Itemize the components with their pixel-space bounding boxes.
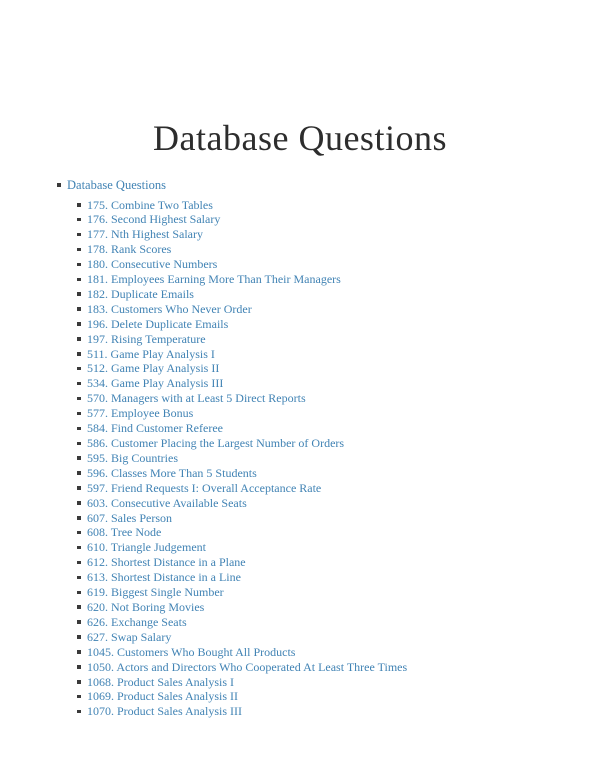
question-link[interactable]: 627. Swap Salary bbox=[87, 629, 172, 644]
bullet-square-icon bbox=[77, 427, 81, 431]
question-link[interactable]: 584. Find Customer Referee bbox=[87, 421, 223, 436]
toc-question-item bbox=[67, 272, 600, 287]
question-link[interactable]: 1045. Customers Who Bought All Products bbox=[87, 644, 296, 659]
question-link[interactable]: 178. Rank Scores bbox=[87, 242, 172, 257]
bullet-square-icon bbox=[77, 531, 81, 535]
bullet-square-icon bbox=[77, 322, 81, 326]
question-link[interactable]: 1050. Actors and Directors Who Cooperated At Least Three Times bbox=[87, 659, 408, 674]
question-link[interactable]: 619. Biggest Single Number bbox=[87, 585, 224, 600]
question-link[interactable]: 1070. Product Sales Analysis III bbox=[87, 704, 242, 719]
bullet-square-icon bbox=[77, 233, 81, 237]
toc-question-item bbox=[67, 511, 600, 526]
question-link[interactable]: 626. Exchange Seats bbox=[87, 614, 187, 629]
question-link[interactable]: 196. Delete Duplicate Emails bbox=[87, 316, 229, 331]
toc-question-item bbox=[67, 555, 600, 570]
bullet-square-icon bbox=[77, 546, 81, 550]
bullet-square-icon bbox=[77, 292, 81, 296]
question-link[interactable]: 511. Game Play Analysis I bbox=[87, 346, 215, 361]
question-link[interactable]: 586. Customer Placing the Largest Number of Orders bbox=[87, 436, 345, 450]
toc-question-item bbox=[67, 287, 600, 302]
page-title: Database Questions bbox=[153, 118, 447, 158]
toc-question-item bbox=[67, 585, 600, 600]
bullet-square-icon bbox=[77, 412, 81, 416]
question-link[interactable]: 1069. Product Sales Analysis II bbox=[87, 689, 238, 704]
toc-question-item bbox=[67, 645, 600, 660]
bullet-square-icon bbox=[77, 307, 81, 311]
toc-question-item bbox=[67, 660, 600, 675]
bullet-square-icon bbox=[77, 501, 81, 505]
bullet-square-icon bbox=[77, 442, 81, 446]
toc-question-item bbox=[67, 675, 600, 690]
toc-question-item bbox=[67, 481, 600, 496]
question-link[interactable]: 603. Consecutive Available Seats bbox=[87, 495, 247, 510]
bullet-square-icon bbox=[77, 620, 81, 624]
toc-question-item bbox=[67, 332, 600, 347]
question-link[interactable]: 180. Consecutive Numbers bbox=[87, 257, 218, 272]
toc-root-item bbox=[0, 178, 600, 719]
toc-question-item bbox=[67, 615, 600, 630]
bullet-square-icon bbox=[77, 561, 81, 565]
bullet-square-icon bbox=[77, 605, 81, 609]
question-link[interactable]: 610. Triangle Judgement bbox=[87, 540, 206, 555]
toc-question-item bbox=[67, 704, 600, 719]
toc-question-item bbox=[67, 630, 600, 645]
bullet-square-icon bbox=[77, 516, 81, 520]
bullet-square-icon bbox=[77, 218, 81, 222]
toc-question-item bbox=[67, 391, 600, 406]
bullet-square-icon bbox=[77, 456, 81, 460]
toc-question-item bbox=[67, 302, 600, 317]
question-link[interactable]: 182. Duplicate Emails bbox=[87, 286, 194, 301]
question-link[interactable]: 613. Shortest Distance in a Line bbox=[87, 570, 241, 585]
toc-question-item bbox=[67, 466, 600, 481]
toc-question-item bbox=[67, 361, 600, 376]
bullet-square-icon bbox=[77, 263, 81, 267]
question-link[interactable]: 608. Tree Node bbox=[87, 525, 162, 540]
toc-question-item bbox=[67, 451, 600, 466]
bullet-square-icon bbox=[77, 352, 81, 356]
toc-question-item bbox=[67, 198, 600, 213]
question-link[interactable]: 577. Employee Bonus bbox=[87, 406, 194, 421]
bullet-square-icon bbox=[77, 665, 81, 669]
question-link[interactable]: 607. Sales Person bbox=[87, 510, 172, 525]
toc-root-link[interactable]: Database Questions bbox=[67, 178, 166, 192]
toc-question-item bbox=[67, 540, 600, 555]
bullet-square-icon bbox=[77, 278, 81, 282]
question-link[interactable]: 176. Second Highest Salary bbox=[87, 212, 221, 227]
bullet-square-icon bbox=[77, 397, 81, 401]
toc-question-item bbox=[67, 347, 600, 362]
question-link[interactable]: 181. Employees Earning More Than Their Managers bbox=[87, 272, 341, 287]
toc-question-item bbox=[67, 212, 600, 227]
question-link[interactable]: 177. Nth Highest Salary bbox=[87, 227, 203, 242]
question-link[interactable]: 620. Not Boring Movies bbox=[87, 599, 205, 614]
question-link[interactable]: 197. Rising Temperature bbox=[87, 331, 206, 346]
toc-list bbox=[0, 178, 600, 719]
bullet-square-icon bbox=[77, 367, 81, 371]
toc-question-item bbox=[67, 242, 600, 257]
bullet-square-icon bbox=[77, 486, 81, 490]
question-link[interactable]: 612. Shortest Distance in a Plane bbox=[87, 555, 246, 570]
toc-question-item bbox=[67, 227, 600, 242]
toc-question-item bbox=[67, 406, 600, 421]
question-link[interactable]: 570. Managers with at Least 5 Direct Reports bbox=[87, 391, 306, 406]
toc-question-item bbox=[67, 421, 600, 436]
question-link[interactable]: 512. Game Play Analysis II bbox=[87, 361, 220, 376]
toc-question-item bbox=[67, 257, 600, 272]
bullet-square-icon bbox=[77, 710, 81, 714]
question-link[interactable]: 183. Customers Who Never Order bbox=[87, 301, 252, 316]
bullet-square-icon bbox=[77, 471, 81, 475]
bullet-square-icon bbox=[77, 591, 81, 595]
bullet-square-icon bbox=[77, 337, 81, 341]
bullet-square-icon bbox=[77, 382, 81, 386]
toc-question-item bbox=[67, 600, 600, 615]
toc-question-sublist bbox=[67, 198, 600, 720]
bullet-square-icon bbox=[77, 635, 81, 639]
toc-question-item bbox=[67, 570, 600, 585]
bullet-square-icon bbox=[77, 680, 81, 684]
question-link[interactable]: 1068. Product Sales Analysis I bbox=[87, 674, 234, 689]
toc-question-item bbox=[67, 525, 600, 540]
bullet-square-icon bbox=[57, 183, 61, 187]
toc-question-item bbox=[67, 496, 600, 511]
question-link[interactable]: 175. Combine Two Tables bbox=[87, 197, 213, 212]
toc-question-item bbox=[67, 317, 600, 332]
question-link[interactable]: 595. Big Countries bbox=[87, 450, 179, 465]
toc-question-item bbox=[67, 689, 600, 704]
toc-question-item bbox=[67, 436, 600, 451]
question-link[interactable]: 597. Friend Requests I: Overall Acceptance Rate bbox=[87, 480, 322, 495]
bullet-square-icon bbox=[77, 248, 81, 252]
bullet-square-icon bbox=[77, 650, 81, 654]
question-link[interactable]: 596. Classes More Than 5 Students bbox=[87, 465, 257, 480]
question-link[interactable]: 534. Game Play Analysis III bbox=[87, 376, 224, 391]
bullet-square-icon bbox=[77, 203, 81, 207]
toc-question-item bbox=[67, 376, 600, 391]
bullet-square-icon bbox=[77, 695, 81, 699]
bullet-square-icon bbox=[77, 576, 81, 580]
